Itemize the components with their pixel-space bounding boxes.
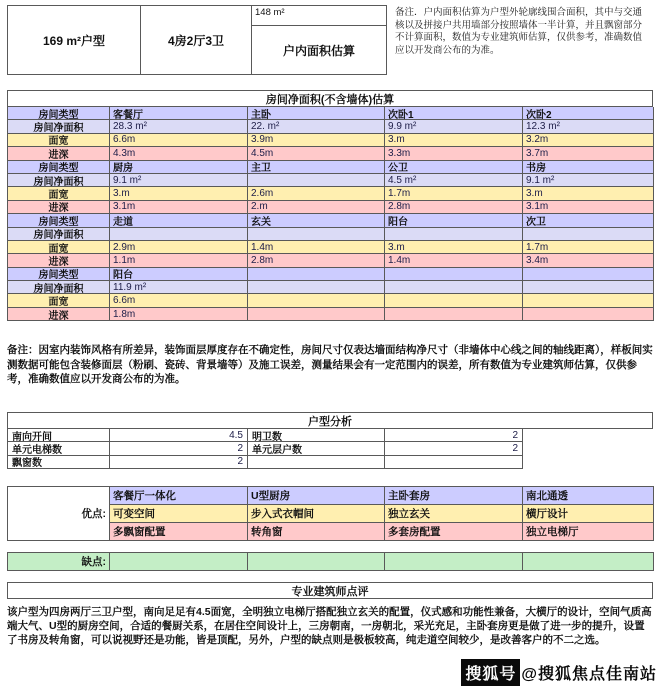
analysis-label: 飘窗数 xyxy=(8,456,110,469)
room-cell: 1.1m xyxy=(110,254,248,267)
room-cell: 4.5 m² xyxy=(385,174,523,187)
room-cell xyxy=(523,308,654,321)
unit-area-cell: 169 m²户型 xyxy=(8,6,141,75)
room-cell: 4.3m xyxy=(110,147,248,160)
row-label: 进深 xyxy=(8,254,110,267)
analysis-row xyxy=(8,456,524,469)
room-cell: 22. m² xyxy=(248,120,385,133)
room-cell xyxy=(385,228,523,241)
room-table-row xyxy=(8,201,653,214)
room-cell xyxy=(248,294,385,307)
room-cell: 12.3 m² xyxy=(523,120,654,133)
analysis-value: 2 xyxy=(385,442,523,455)
room-cell xyxy=(523,268,654,281)
row-label: 进深 xyxy=(8,147,110,160)
room-cell: 2.8m xyxy=(385,201,523,214)
room-table-row xyxy=(8,281,653,294)
watermark-account: @搜狐焦点佳南站 xyxy=(521,666,657,683)
cons-table xyxy=(7,552,654,571)
room-cell: 1.4m xyxy=(385,254,523,267)
spreadsheet-page xyxy=(7,5,653,685)
room-table-row xyxy=(8,120,653,133)
analysis-row xyxy=(8,442,524,455)
room-cell: 1.8m xyxy=(110,308,248,321)
room-cell xyxy=(385,281,523,294)
pros-item: 独立电梯厅 xyxy=(523,523,654,541)
analysis-label: 明卫数 xyxy=(248,429,385,442)
review-section xyxy=(7,582,653,647)
row-label: 面宽 xyxy=(8,294,110,307)
room-cell: 次卫 xyxy=(523,214,654,227)
room-table-row xyxy=(8,268,653,281)
room-cell: 1.7m xyxy=(385,187,523,200)
room-cell: 阳台 xyxy=(110,268,248,281)
room-cell: 3.m xyxy=(110,187,248,200)
cons-label: 缺点: xyxy=(8,553,110,571)
room-table-row xyxy=(8,187,653,200)
row-label: 房间类型 xyxy=(8,161,110,174)
room-area-section xyxy=(7,90,653,321)
inner-area-label: 户内面积估算 xyxy=(252,26,387,75)
pros-item: 可变空间 xyxy=(110,505,248,523)
room-cell: 公卫 xyxy=(385,161,523,174)
analysis-label xyxy=(248,456,385,469)
cons-item xyxy=(248,553,385,571)
room-table-row xyxy=(8,228,653,241)
room-cell: 3.7m xyxy=(523,147,654,160)
room-cell xyxy=(248,308,385,321)
row-label: 房间净面积 xyxy=(8,281,110,294)
room-cell: 6.6m xyxy=(110,134,248,147)
room-cell xyxy=(248,174,385,187)
room-cell: 3.2m xyxy=(523,134,654,147)
review-text: 该户型为四房两厅三卫户型，南向足足有4.5面宽，全明独立电梯厅搭配独立玄关的配置，仪式感和功能性兼备，大横厅的设计，空间气质高端大气、U型的厨房空间，合适的餐厨关系，在居住空间设计上，三房朝南，一房朝北，采光充足，主卧套房更是做了进一步的提升，设置了书房及转角窗，可以说视野还是功能，皆是顶配，另外，户型的缺点则是极板较高，纯走道空间较少，是改善客户的不二之选。 xyxy=(7,606,652,646)
room-cell: 11.9 m² xyxy=(110,281,248,294)
room-cell: 3.m xyxy=(385,134,523,147)
cons-item xyxy=(523,553,654,571)
pros-label: 优点: xyxy=(8,487,110,541)
row-label: 进深 xyxy=(8,201,110,214)
row-label: 房间类型 xyxy=(8,268,110,281)
row-label: 房间净面积 xyxy=(8,228,110,241)
row-label: 房间类型 xyxy=(8,107,110,120)
room-cell: 9.9 m² xyxy=(385,120,523,133)
room-cell: 9.1 m² xyxy=(523,174,654,187)
room-cell: 28.3 m² xyxy=(110,120,248,133)
room-cell: 6.6m xyxy=(110,294,248,307)
room-cell xyxy=(110,228,248,241)
pros-item: 多飘窗配置 xyxy=(110,523,248,541)
analysis-value: 2 xyxy=(110,442,248,455)
room-cell xyxy=(248,228,385,241)
room-table-row xyxy=(8,308,653,321)
room-cell: 1.4m xyxy=(248,241,385,254)
room-cell: 走道 xyxy=(110,214,248,227)
room-table-row xyxy=(8,241,653,254)
pros-item: 转角窗 xyxy=(248,523,385,541)
room-cell: 3.1m xyxy=(523,201,654,214)
analysis-value: 4.5 xyxy=(110,429,248,442)
room-cell: 2.8m xyxy=(248,254,385,267)
pros-item: 步入式衣帽间 xyxy=(248,505,385,523)
analysis-value: 2 xyxy=(385,429,523,442)
cons-item xyxy=(385,553,523,571)
cons-item xyxy=(110,553,248,571)
pros-item: 横厅设计 xyxy=(523,505,654,523)
pros-item: 主卧套房 xyxy=(385,487,523,505)
inner-area-column xyxy=(252,6,387,75)
room-cell: 主卧 xyxy=(248,107,385,120)
row-label: 房间净面积 xyxy=(8,120,110,133)
room-cell: 次卧2 xyxy=(523,107,654,120)
analysis-title: 户型分析 xyxy=(7,412,653,429)
room-cell: 书房 xyxy=(523,161,654,174)
row-label: 面宽 xyxy=(8,187,110,200)
row-label: 房间类型 xyxy=(8,214,110,227)
room-cell: 3.9m xyxy=(248,134,385,147)
room-cell xyxy=(248,268,385,281)
room-table-row xyxy=(8,254,653,267)
analysis-value xyxy=(385,456,523,469)
row-label: 面宽 xyxy=(8,241,110,254)
analysis-row xyxy=(8,429,524,442)
room-cell xyxy=(385,308,523,321)
room-table-title: 房间净面积(不含墙体)估算 xyxy=(7,90,653,107)
room-table-body xyxy=(7,107,653,321)
analysis-value: 2 xyxy=(110,456,248,469)
room-cell xyxy=(523,294,654,307)
analysis-label: 单元电梯数 xyxy=(8,442,110,455)
room-cell: 主卫 xyxy=(248,161,385,174)
analysis-table-body xyxy=(7,429,524,469)
inner-area-value: 148 m² xyxy=(252,6,387,26)
pros-item: 客餐厅一体化 xyxy=(110,487,248,505)
room-table-row xyxy=(8,161,653,174)
row-label: 面宽 xyxy=(8,134,110,147)
summary-cells xyxy=(7,5,387,75)
sohu-brand-badge: 搜狐号 xyxy=(461,659,520,686)
pros-item: 独立玄关 xyxy=(385,505,523,523)
room-cell: 2.m xyxy=(248,201,385,214)
room-cell: 3.4m xyxy=(523,254,654,267)
room-cell: 3.m xyxy=(523,187,654,200)
row-label: 房间净面积 xyxy=(8,174,110,187)
room-table-row xyxy=(8,174,653,187)
room-cell: 厨房 xyxy=(110,161,248,174)
room-cell: 3.1m xyxy=(110,201,248,214)
summary-header xyxy=(7,5,653,75)
room-cell xyxy=(385,294,523,307)
room-table-row xyxy=(8,147,653,160)
analysis-label: 南向开间 xyxy=(8,429,110,442)
pros-table xyxy=(7,486,654,541)
room-cell: 4.5m xyxy=(248,147,385,160)
analysis-label: 单元层户数 xyxy=(248,442,385,455)
room-table-row xyxy=(8,294,653,307)
room-cell: 9.1 m² xyxy=(110,174,248,187)
header-note: 备注．户内面积估算为户型外轮廓线围合面积，其中与交通核以及拼接户共用墙部分按照墙体一半计算，并且飘窗部分不计算面积，数值为专业建筑师估算，仅供参考，准确数值应以开发商公布的为准。 xyxy=(395,7,643,56)
room-cell: 2.6m xyxy=(248,187,385,200)
room-cell: 2.9m xyxy=(110,241,248,254)
layout-cell: 4房2厅3卫 xyxy=(141,6,252,75)
room-cell: 3.3m xyxy=(385,147,523,160)
room-cell xyxy=(523,228,654,241)
row-label: 进深 xyxy=(8,308,110,321)
room-cell: 玄关 xyxy=(248,214,385,227)
room-table-row xyxy=(8,134,653,147)
measurement-note: 备注：因室内装饰风格有所差异，装饰面层厚度存在不确定性，房间尺寸仅表达墙面结构净尺寸（非墙体中心线之间的轴线距离），样板间实测数据可能包含装修面层（粉刷、瓷砖、背景墙等）及施工误差，测量结果会有一定范围内的误差，所有数值为专业建筑师估算，仅供参考，准确数值应以开发商公布的为准。 xyxy=(7,344,653,385)
room-cell: 客餐厅 xyxy=(110,107,248,120)
room-cell: 1.7m xyxy=(523,241,654,254)
review-title: 专业建筑师点评 xyxy=(7,582,653,599)
watermark xyxy=(461,659,657,686)
room-cell: 阳台 xyxy=(385,214,523,227)
analysis-section xyxy=(7,412,653,469)
room-table-row xyxy=(8,214,653,227)
room-cell xyxy=(385,268,523,281)
room-cell: 次卧1 xyxy=(385,107,523,120)
room-cell xyxy=(248,281,385,294)
room-table-row xyxy=(8,107,653,120)
room-cell xyxy=(523,281,654,294)
pros-item: 南北通透 xyxy=(523,487,654,505)
pros-item: U型厨房 xyxy=(248,487,385,505)
pros-item: 多套房配置 xyxy=(385,523,523,541)
room-cell: 3.m xyxy=(385,241,523,254)
